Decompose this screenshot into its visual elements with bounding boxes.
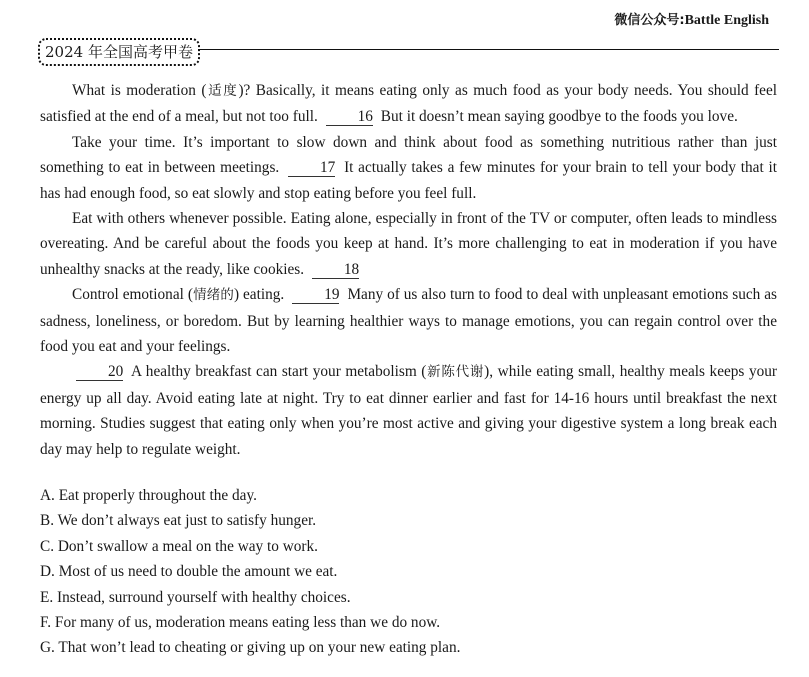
wechat-account bbox=[614, 9, 769, 29]
exam-title: 2024 年全国高考甲卷 bbox=[38, 38, 200, 66]
text: Eat with others whenever possible. Eating alone, especially in front of the TV or computer, often leads to mindless overeating. And be careful about the foods you keep at hand. It’s more challenging to eat in moderation if you have unhealthy snacks at the ready, like cookies. bbox=[40, 210, 777, 278]
title-row bbox=[38, 38, 779, 64]
text: Take your time. It’s important to slow down and think about food as something nutritious rather than just something to eat in between meetings. bbox=[40, 133, 777, 177]
text: Many of us also turn to food to deal with unpleasant emotions such as sadness, loneliness, or boredom. But by learning healthier ways to manage emotions, you can regain control over the food you eat and your feelings. bbox=[40, 286, 777, 356]
text: A healthy breakfast can start your metabolism ( bbox=[127, 363, 427, 381]
paragraph-4 bbox=[40, 282, 777, 359]
paragraph-1 bbox=[40, 78, 777, 130]
chinese-gloss: 情绪的 bbox=[192, 287, 234, 304]
paragraph-2 bbox=[40, 130, 777, 206]
text: But it doesn’t mean saying goodbye to the foods you love. bbox=[376, 108, 738, 126]
option-e: E. Instead, surround yourself with healthy choices. bbox=[40, 588, 351, 606]
blank-20: 20 bbox=[76, 364, 123, 381]
wechat-name: Battle English bbox=[684, 13, 769, 28]
blank-17: 17 bbox=[288, 160, 335, 177]
text: ) eating. bbox=[233, 286, 289, 304]
text: ), while eating small, healthy meals keeps your energy up all day. Avoid eating late at night. Try to eat dinner earlier and fast for 14-16 hours until breakfast the next morning. Studies suggest that eating only when you’re most active and giving your digestive system a long break each day may help to regulate weight. bbox=[40, 363, 777, 458]
blank-19: 19 bbox=[292, 287, 339, 304]
text: Control emotional ( bbox=[72, 286, 193, 304]
paragraph-5 bbox=[40, 359, 777, 462]
option-c: C. Don’t swallow a meal on the way to work. bbox=[40, 537, 318, 555]
title-divider bbox=[198, 49, 779, 50]
blank-16: 16 bbox=[326, 109, 373, 126]
option-b: B. We don’t always eat just to satisfy hunger. bbox=[40, 512, 317, 530]
option-a: A. Eat properly throughout the day. bbox=[40, 487, 257, 504]
text: It actually takes a few minutes for your brain to tell your body that it has had enough food, so eat slowly and stop eating before you feel full. bbox=[40, 159, 777, 202]
option-g: G. That won’t lead to cheating or giving up on your new eating plan. bbox=[40, 639, 461, 657]
chinese-gloss: 新陈代谢 bbox=[426, 364, 485, 381]
passage bbox=[40, 78, 777, 462]
text: )? Basically, it means eating only as much food as your body needs. You should feel satisfied at the end of a meal, but not too full. bbox=[40, 82, 778, 126]
paragraph-3 bbox=[40, 206, 777, 282]
text: What is moderation ( bbox=[72, 82, 207, 99]
wechat-label: 微信公众号: bbox=[614, 13, 685, 28]
option-f: F. For many of us, moderation means eating less than we do now. bbox=[40, 614, 441, 632]
options-list bbox=[40, 483, 460, 661]
option-d: D. Most of us need to double the amount we eat. bbox=[40, 563, 338, 581]
chinese-gloss: 适度 bbox=[206, 83, 239, 99]
blank-18: 18 bbox=[312, 262, 359, 279]
